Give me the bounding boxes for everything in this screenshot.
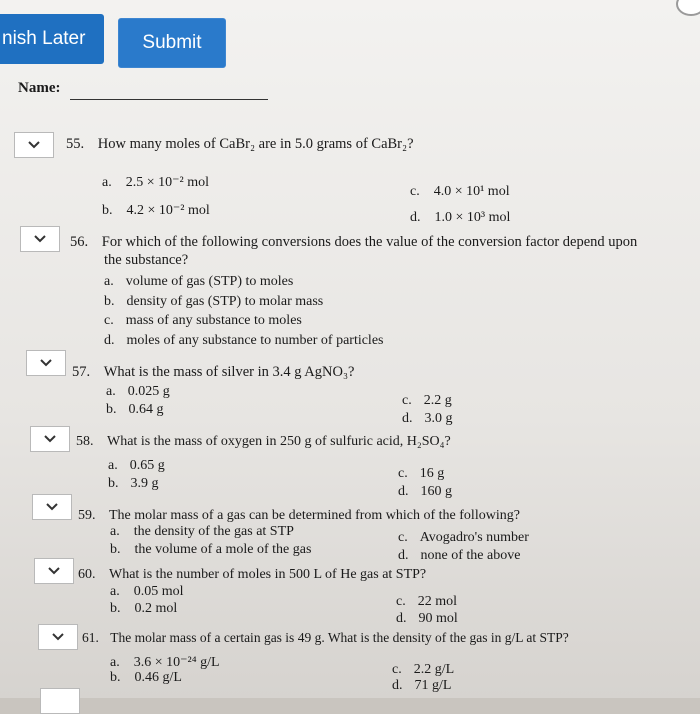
question-text: What is the mass of oxygen in 250 g of sulfuric acid, H₂SO₄? bbox=[107, 434, 451, 449]
question-58 bbox=[76, 434, 451, 450]
question-text: What is the number of moles in 500 L of He gas at STP? bbox=[109, 567, 427, 582]
question-text: For which of the following conversions does the value of the conversion factor depend upon bbox=[101, 234, 638, 250]
option-58-b: b. 3.9 g bbox=[108, 476, 159, 491]
option-61-b: b. 0.46 g/L bbox=[110, 670, 182, 685]
answer-select-56[interactable] bbox=[20, 226, 60, 252]
answer-select-59[interactable] bbox=[32, 494, 72, 520]
question-57 bbox=[72, 364, 354, 381]
option-55-d: d. 1.0 × 10³ mol bbox=[410, 210, 511, 225]
option-59-b: b. the volume of a mole of the gas bbox=[110, 542, 312, 557]
finish-later-button[interactable]: nish Later bbox=[0, 14, 104, 64]
question-number: 55. bbox=[66, 136, 85, 152]
chevron-down-icon bbox=[48, 567, 60, 575]
option-60-b: b. 0.2 mol bbox=[110, 601, 178, 616]
name-label: Name: bbox=[18, 80, 61, 96]
chevron-down-icon bbox=[44, 435, 56, 443]
option-56-a: a. volume of gas (STP) to moles bbox=[104, 274, 294, 289]
chevron-down-icon bbox=[52, 633, 64, 641]
question-number: 61. bbox=[82, 630, 99, 645]
question-number: 57. bbox=[72, 364, 91, 380]
option-56-b: b. density of gas (STP) to molar mass bbox=[104, 294, 324, 309]
question-text: The molar mass of a certain gas is 49 g. What is the density of the gas in g/L at STP? bbox=[110, 630, 569, 645]
option-55-a: a. 2.5 × 10⁻² mol bbox=[102, 175, 209, 190]
answer-select-61[interactable] bbox=[38, 624, 78, 650]
question-number: 59. bbox=[78, 508, 96, 523]
option-57-c: c. 2.2 g bbox=[402, 393, 452, 408]
answer-select-57[interactable] bbox=[26, 350, 66, 376]
question-60 bbox=[78, 567, 426, 583]
option-56-c: c. mass of any substance to moles bbox=[104, 313, 302, 328]
chevron-down-icon bbox=[46, 503, 58, 511]
question-56-line-2: the substance? bbox=[104, 252, 189, 268]
question-number: 60. bbox=[78, 567, 96, 582]
option-61-a: a. 3.6 × 10⁻²⁴ g/L bbox=[110, 655, 220, 670]
option-60-c: c. 22 mol bbox=[396, 594, 457, 609]
answer-select-62[interactable] bbox=[40, 688, 80, 714]
option-59-c: c. Avogadro's number bbox=[398, 530, 529, 545]
option-60-d: d. 90 mol bbox=[396, 611, 458, 626]
question-text: What is the mass of silver in 3.4 g AgNO₃? bbox=[103, 364, 355, 380]
option-56-d: d. moles of any substance to number of particles bbox=[104, 333, 384, 348]
option-61-c: c. 2.2 g/L bbox=[392, 662, 455, 677]
question-56 bbox=[70, 234, 637, 251]
answer-select-55[interactable] bbox=[14, 132, 54, 158]
question-text: How many moles of CaBr₂ are in 5.0 grams of CaBr₂? bbox=[97, 136, 414, 152]
answer-select-60[interactable] bbox=[34, 558, 74, 584]
option-57-d: d. 3.0 g bbox=[402, 411, 453, 426]
option-59-a: a. the density of the gas at STP bbox=[110, 524, 294, 539]
close-icon[interactable] bbox=[676, 0, 700, 16]
chevron-down-icon bbox=[40, 359, 52, 367]
chevron-down-icon bbox=[28, 141, 40, 149]
option-59-d: d. none of the above bbox=[398, 548, 521, 563]
option-60-a: a. 0.05 mol bbox=[110, 584, 184, 599]
option-57-a: a. 0.025 g bbox=[106, 384, 170, 399]
option-55-b: b. 4.2 × 10⁻² mol bbox=[102, 203, 210, 218]
chevron-down-icon bbox=[34, 235, 46, 243]
question-55 bbox=[66, 136, 414, 153]
option-57-b: b. 0.64 g bbox=[106, 402, 164, 417]
name-field[interactable] bbox=[70, 99, 268, 100]
question-number: 56. bbox=[70, 234, 89, 250]
toolbar bbox=[0, 0, 700, 80]
option-55-c: c. 4.0 × 10¹ mol bbox=[410, 184, 510, 199]
question-59 bbox=[78, 508, 520, 524]
answer-select-58[interactable] bbox=[30, 426, 70, 452]
option-61-d: d. 71 g/L bbox=[392, 678, 452, 693]
question-number: 58. bbox=[76, 434, 94, 449]
option-58-c: c. 16 g bbox=[398, 466, 445, 481]
option-58-d: d. 160 g bbox=[398, 484, 452, 499]
question-text: The molar mass of a gas can be determined from which of the following? bbox=[109, 508, 520, 523]
option-58-a: a. 0.65 g bbox=[108, 458, 165, 473]
submit-button[interactable]: Submit bbox=[118, 18, 226, 68]
question-61 bbox=[82, 630, 569, 646]
